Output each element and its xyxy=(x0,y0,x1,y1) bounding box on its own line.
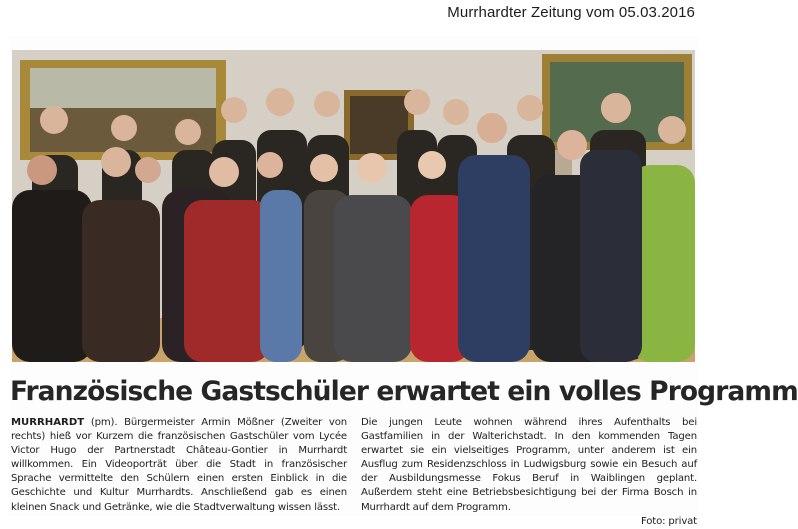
photo-credit: Foto: privat xyxy=(640,515,697,527)
newspaper-clipping xyxy=(9,36,798,527)
newspaper-source-line: Murrhardter Zeitung vom 05.03.2016 xyxy=(447,4,695,21)
article-dateline: MURRHARDT xyxy=(11,417,85,428)
article-column-1-text: (pm). Bürgermeister Armin Mößner (Zweiter von rechts) hieß vor Kurzem die französischen Gastschüler vom Lycée Victor Hugo der Partnerstadt Château-Gontier in Murrhardt willkommen. Ein Videoporträt über die Stadt in französischer Sprache vermittelte den Schülern einen ersten Einblick in die Geschichte und Kultur Murrhardts. Anschließend gab es einen kleinen Snack und Getränke, wie die Stadtverwaltung wissen lässt. xyxy=(11,417,347,513)
article-headline: Französische Gastschüler erwartet ein volles Programm xyxy=(10,376,798,407)
article-column-1 xyxy=(11,416,347,529)
group-photo xyxy=(12,50,695,362)
group-photo-illustration xyxy=(12,50,695,362)
article-column-2 xyxy=(361,416,697,529)
article-body xyxy=(11,416,697,529)
article-column-2-text: Die jungen Leute wohnen während ihres Aufenthalts bei Gastfamilien in der Walterichstadt. In den kommenden Tagen erwartet sie ein vielseitiges Programm, unter anderem ist ein Ausflug zum Residenzschloss in Ludwigsburg sowie ein Besuch auf der Ausbildungsmesse Fokus Beruf in Waiblingen geplant. Außerdem steht eine Betriebsbesichtigung bei der Firma Bosch in Murrhardt auf dem Programm. xyxy=(361,417,697,513)
